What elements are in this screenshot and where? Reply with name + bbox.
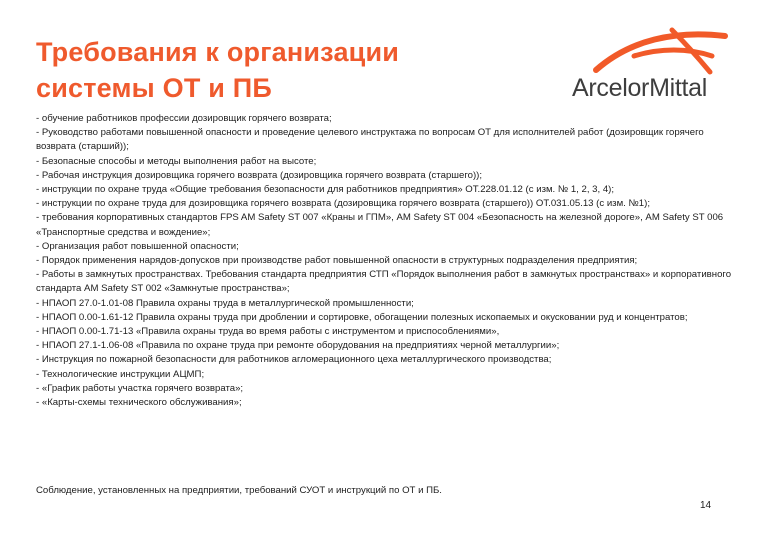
logo-text: ArcelorMittal bbox=[572, 74, 708, 102]
list-item: - требования корпоративных стандартов FPS AM Safety ST 007 «Краны и ГПМ», AM Safety ST 004 «Безопасность на железной дороге», AM Safety ST 006 «Транспортные средства и вождение»; bbox=[36, 212, 724, 238]
list-item: - инструкции по охране труда для дозировщика горячего возврата (дозировщика горячего возврата (старшего)) ОТ.031.05.13 (с изм. №1); bbox=[36, 198, 650, 210]
list-item: - Руководство работами повышенной опасности и проведение целевого инструктажа по вопросам ОТ для исполнителей работ (дозировщик горячего возврата (старший)); bbox=[36, 127, 704, 153]
list-item: - обучение работников профессии дозировщик горячего возврата; bbox=[36, 113, 332, 124]
list-item: - Технологические инструкции АЦМП; bbox=[36, 368, 205, 380]
list-item: - НПАОП 0.00-1.61-12 Правила охраны труда при дроблении и сортировке, обогащении полезных ископаемых и окусковании руд и концентратов; bbox=[36, 311, 688, 323]
list-item: - «График работы участка горячего возврата»; bbox=[36, 382, 244, 394]
list-item: - НПАОП 27.0-1.01-08 Правила охраны труда в металлургической промышленности; bbox=[36, 297, 414, 309]
list-item: - инструкции по охране труда «Общие требования безопасности для работников предприятия» ОТ.228.01.12 (с изм. № 1, 2, 3, 4); bbox=[36, 184, 615, 196]
title-line-1: Требования к организации bbox=[36, 37, 400, 67]
list-item: - Безопасные способы и методы выполнения работ на высоте; bbox=[36, 155, 317, 167]
summary-text: Соблюдение, установленных на предприятии, требований СУОТ и инструкций по ОТ и ПБ. bbox=[36, 485, 442, 496]
list-item: - «Карты-схемы технического обслуживания»; bbox=[36, 397, 242, 409]
page-number: 14 bbox=[700, 500, 712, 511]
list-item: - Работы в замкнутых пространствах. Требования стандарта предприятия СТП «Порядок выполнения работ в замкнутых пространствах» и корпоративного стандарта AM Safety ST 002 «Замкнутые пространства»; bbox=[36, 269, 732, 295]
logo-swoosh-icon bbox=[560, 26, 730, 76]
requirements-list bbox=[36, 112, 746, 410]
list-item: - Порядок применения нарядов-допусков при производстве работ повышенной опасности в структурных подразделения предприятия; bbox=[36, 255, 638, 267]
arcelormittal-logo bbox=[560, 26, 730, 106]
slide-title bbox=[36, 34, 399, 106]
list-item: - НПАОП 0.00-1.71-13 «Правила охраны труда во время работы с инструментом и приспособлениями», bbox=[36, 326, 500, 338]
list-item: - Организация работ повышенной опасности; bbox=[36, 240, 239, 252]
list-item: - Инструкция по пожарной безопасности для работников агломерационного цеха металлургического производства; bbox=[36, 354, 552, 366]
list-item: - НПАОП 27.1-1.06-08 «Правила по охране труда при ремонте оборудования на предприятиях черной металлургии»; bbox=[36, 340, 560, 352]
title-line-2: системы ОТ и ПБ bbox=[36, 73, 272, 103]
list-item: - Рабочая инструкция дозировщика горячего возврата (дозировщика горячего возврата (старшего)); bbox=[36, 169, 483, 181]
